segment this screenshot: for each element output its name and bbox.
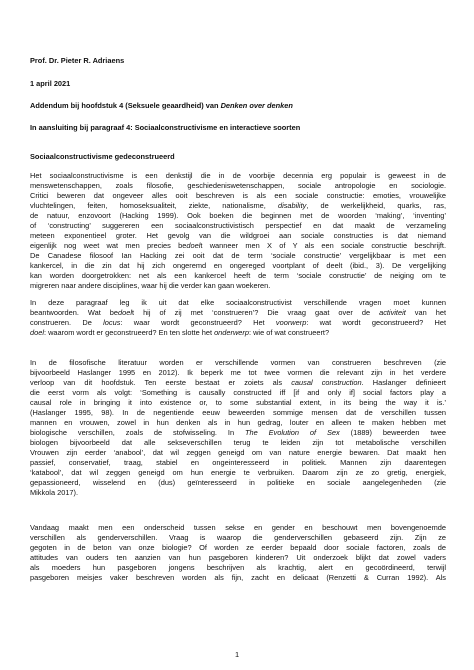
text-line: vluchtelingen, feiten, homoseksualiteit, ziekte, nationalisme, disability, de werkelijkheid, quarks, ras, — [30, 201, 446, 210]
text-line: de natuur, enzovoort (Hacking 1999). Ook boeken die beginnen met de woorden ‘making’, ‘inventing’ — [30, 211, 446, 220]
text-line: kankercel, in die zin dat hij zich ongeremd en ongereged voortplant of deelt (ibid., 3). De vergelijking — [30, 261, 446, 270]
emphasis: locus — [103, 318, 121, 327]
text-line: die eerst vorm als volgt: ‘Something is causally constructed iff [if and only if] social factors play a — [30, 388, 446, 397]
text-line: causal role in bringing it into existence or, to some substantial extent, in its being the way it is.’ — [30, 398, 446, 407]
text-line: Critici beweren dat ongeveer alles ooit beschreven is als een sociale constructie: emoties, vrouwelijke — [30, 191, 446, 200]
text-line: De Canadese filosoof Ian Hacking zei ooit dat de term ‘sociale constructie’ vergelijkbaar is met een — [30, 251, 446, 260]
text-line: biologen bijvoorbeeld dat alle sekseverschillen terug te leiden zijn tot metabolische verschillen — [30, 438, 446, 447]
date-line: 1 april 2021 — [30, 79, 71, 88]
text-line: eigenlijk nog weet wat men precies bedoelt wanneer men X of Y als een sociale constructie beschrijft. — [30, 241, 446, 250]
text-line: (Haslanger 1995, 98). In de negentiende eeuw beweerden sommige mensen dat de verschillen tussen — [30, 408, 446, 417]
text-line: verloop van dit hoofdstuk. Ten eerste bestaat er zoiets als causal construction. Haslanger definieert — [30, 378, 446, 387]
text-line: doel: waarom wordt er geconstrueerd? En ten slotte het onderwerp: wie of wat construeert? — [30, 328, 330, 337]
emphasis: doel — [30, 328, 44, 337]
text-line: beantwoorden. Wat bedoelt hij of zij met ‘construeren’? Die vraag gaat over de activiteit van het — [30, 308, 446, 317]
text-line: In deze paragraaf leg ik uit dat elke sociaalconstructivist verschillende vragen moet kunnen — [30, 298, 446, 307]
context-line: In aansluiting bij paragraaf 4: Sociaalconstructivisme en interactieve soorten — [30, 123, 301, 132]
addendum-text: Addendum bij hoofdstuk 4 (Seksuele geaardheid) van Denken over denken — [30, 101, 293, 110]
paragraph-3 — [30, 358, 446, 498]
emphasis: causal construction — [291, 378, 362, 387]
text-line: verschillen als genderverschillen. Vraag is waarop die genderverschillen gebaseerd zijn. Zijn ze — [30, 533, 446, 542]
emphasis: doel — [118, 308, 132, 317]
text-line: In de filosofische literatuur worden er verschillende vormen van construeren beschreven (zie — [30, 358, 446, 367]
text-line: migreren naar andere disciplines, waar hij die verder kan gaan woekeren. — [30, 281, 271, 290]
section-title: Sociaalconstructivisme gedeconstrueerd — [30, 152, 175, 161]
text-line: passief, conservatief, traag, stabiel en ongeinteresseerd in politiek. Mannen zijn daarentegen — [30, 458, 446, 467]
text-line: pasgeboren meisjes vaker beschreven worden als fijn, zacht en delicaat (Renzetti & Curran 1992). Als — [30, 573, 446, 582]
text-line: attitudes van ouders ten aanzien van hun pasgeboren kinderen? Uit onderzoek blijkt dat zowel vaders — [30, 553, 446, 562]
text-line: Het sociaalconstructivisme is een denkstijl die in de voorbije decennia erg populair is geweest in de — [30, 171, 446, 180]
emphasis: doel — [186, 241, 201, 250]
text-line: gepassioneerd, wisselend en (dus) geïnteresseerd in politieke en sociale aangelegenheden (zie — [30, 478, 446, 487]
emphasis: disability — [277, 201, 307, 210]
text-line: of ‘constructing’ suggereren een sociaalconstructivistisch perspectief en dat maakt de verzameling — [30, 221, 446, 230]
emphasis: activiteit — [379, 308, 406, 317]
text-line: ‘katabool’, dat wil zeggen geneigd om hun energie te verbruiken. Daarom zijn ze zo gretig, energiek, — [30, 468, 446, 477]
book-title: Denken over denken — [220, 101, 293, 110]
text-line: gegoten in de beton van onze biologie? Of worden ze eerder bepaald door sociale factoren, zoals de — [30, 543, 446, 552]
text-line: Vrouwen zijn eerder ‘anabool’, dat wil zeggen geneigd om van nature energie bewaren. Dat maakt hen — [30, 448, 446, 457]
text-line: bijvoorbeeld Haslanger 1995 en 2012). Ik beperk me tot twee vormen die relevant zijn in het verdere — [30, 368, 446, 377]
emphasis: voorwerp — [275, 318, 307, 327]
text-line: Vandaag maakt men een onderscheid tussen sekse en gender en beschouwt men bovengenoemde — [30, 523, 446, 532]
paragraph-4 — [30, 523, 446, 583]
text-line: mannen en vrouwen, zowel in hun denken als in hun gedrag, louter en alleen te maken hebben met — [30, 418, 446, 427]
text-line: construeren. De locus: waar wordt geconstrueerd? Het voorwerp: wat wordt geconstrueerd? Het — [30, 318, 446, 327]
emphasis: The Evolution of Sex — [244, 428, 340, 437]
paragraph-2 — [30, 298, 446, 338]
text-line: kan worden doorgetrokken: net als een kankercel heeft de term ‘sociale constructie’ de neiging om te — [30, 271, 446, 280]
text-line: menswetenschappen, zoals filosofie, geschiedeniswetenschappen, sociale antropologie en sociologie. — [30, 181, 446, 190]
text-line: biologische verschillen, zoals de stofwisseling. In The Evolution of Sex (1889) beweerden twee — [30, 428, 446, 437]
text-line: als moeders hun pasgeboren jongens beschrijven als krachtig, alert en gecoördineerd, terwijl — [30, 563, 446, 572]
paragraph-1 — [30, 171, 446, 291]
text-line: meteen exponentieel groter. Het gevolg van die wildgroei aan sociale constructies is dat niemand — [30, 231, 446, 240]
text-line: Mikkola 2017). — [30, 488, 79, 497]
emphasis: onderwerp — [214, 328, 249, 337]
page-number: 1 — [234, 650, 240, 659]
author-line: Prof. Dr. Pieter R. Adriaens — [30, 56, 125, 65]
addendum-line — [30, 101, 293, 110]
